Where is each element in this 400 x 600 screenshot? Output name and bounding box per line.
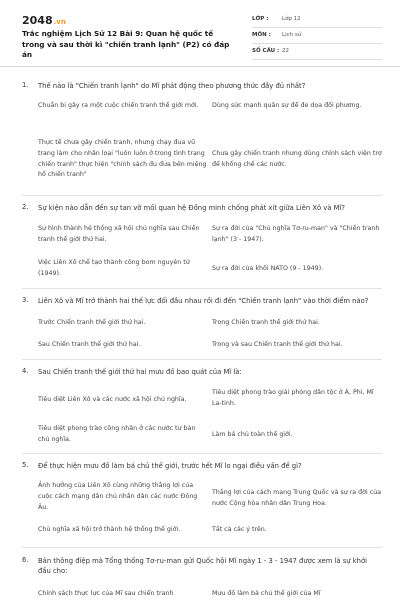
question-number: 3. xyxy=(22,296,29,304)
answer-option-d[interactable]: Tất cả các ý trên. xyxy=(212,526,267,533)
answer-option-a[interactable]: Sự hình thành hệ thống xã hội chủ nghĩa sau Chiến tranh thế giới thứ hai. xyxy=(38,225,200,243)
answer-option-a[interactable]: Chuẩn bị gây ra một cuộc chiến tranh thế giới mới. xyxy=(38,102,199,109)
answer-option-b[interactable]: Sự ra đời của "Chủ nghĩa Tơ-ru-man" và "Chiến tranh lạnh" (3 - 1947). xyxy=(212,225,380,243)
question-text: Sau Chiến tranh thế giới thứ hai mưu đồ bao quát của Mĩ là: xyxy=(38,368,242,376)
question-text: Thế nào là "Chiến tranh lạnh" do Mĩ phát động theo phương thức đầy đủ nhất? xyxy=(38,82,306,90)
meta-value: Lớp 12 xyxy=(282,16,301,22)
answer-option-b[interactable]: Thắng lợi của cách mạng Trung Quốc và sự ra đời của nước Cộng hòa nhân dân Trung Hoa. xyxy=(212,489,382,507)
answer-option-b[interactable]: Mưu đồ làm bá chủ thế giới của Mĩ xyxy=(212,590,321,597)
meta-row-subject xyxy=(252,29,382,44)
question-divider xyxy=(22,453,382,454)
meta-info xyxy=(252,13,382,61)
logo-suffix: .vn xyxy=(53,18,66,26)
meta-key: MÔN : xyxy=(252,32,271,38)
question-divider xyxy=(22,288,382,289)
meta-value: Lịch sử xyxy=(282,32,302,38)
question-number: 1. xyxy=(22,81,29,89)
question-number: 5. xyxy=(22,461,29,469)
question-divider xyxy=(22,547,382,548)
meta-value: 22 xyxy=(282,48,289,54)
header-divider xyxy=(0,66,400,67)
answer-option-a[interactable]: Chính sách thực lực của Mĩ sau chiến tranh xyxy=(38,590,174,597)
answer-option-a[interactable]: Ảnh hưởng của Liên Xô cùng những thắng lợi của cuộc cách mạng dân chủ nhân dân các nước Đông Âu. xyxy=(38,482,198,511)
question-number: 6. xyxy=(22,556,29,564)
answer-option-a[interactable]: Tiêu diệt Liên Xô và các nước xã hội chủ nghĩa. xyxy=(38,396,187,403)
meta-row-class xyxy=(252,13,382,28)
answer-option-c[interactable]: Việc Liên Xô chế tạo thành công bom nguyên tử (1949). xyxy=(38,259,190,277)
question-text: Liên Xô và Mĩ trở thành hai thế lực đối đầu nhau rồi đi đến "Chiến tranh lạnh" vào thời điểm nào? xyxy=(38,297,369,305)
answer-option-b[interactable]: Dùng sức mạnh quân sự để đe dọa đối phương. xyxy=(212,102,362,109)
question-text: Bản thông điệp mà Tổng thống Tơ-ru-man gửi Quốc hội Mĩ ngày 1 - 3 - 1947 được xem là sự khởi đầu cho: xyxy=(38,557,368,575)
meta-key: LỚP : xyxy=(252,16,269,22)
answer-option-c[interactable]: Thực tế chưa gây chiến tranh, nhưng chạy đua vũ trang làm cho nhân loại "luôn luôn ở trong tình trạng chiến tranh" thực hiện "chính sách đu đưa bên miệng hố chiến tranh" xyxy=(38,139,207,179)
answer-option-b[interactable]: Trong Chiến tranh thế giới thứ hai. xyxy=(212,319,320,326)
page-title: Trắc nghiệm Lịch Sử 12 Bài 9: Quan hệ quốc tế trong và sau thời kì "chiến tranh lạnh" (P2) có đáp án xyxy=(22,29,230,59)
page-header xyxy=(0,0,400,70)
answer-option-a[interactable]: Trước Chiến tranh thế giới thứ hai. xyxy=(38,319,146,326)
answer-option-d[interactable]: Sự ra đời của khối NATO (9 - 1949). xyxy=(212,265,324,272)
answer-option-c[interactable]: Tiêu diệt phong trào công nhân ở các nước tư bản chủ nghĩa. xyxy=(38,425,196,443)
meta-key: SỐ CÂU : xyxy=(252,48,280,54)
answer-option-d[interactable]: Trong và sau Chiến tranh thế giới thứ hai. xyxy=(212,341,343,348)
answer-option-d[interactable]: Làm bá chủ toàn thế giới. xyxy=(212,431,293,438)
answer-option-c[interactable]: Chủ nghĩa xã hội trở thành hệ thống thế giới. xyxy=(38,526,181,533)
question-number: 4. xyxy=(22,367,29,375)
question-divider xyxy=(22,359,382,360)
meta-row-count xyxy=(252,45,382,60)
question-divider xyxy=(22,195,382,196)
question-text: Để thực hiện mưu đồ làm bá chủ thế giới, trước hết Mĩ lo ngại điều vấn đề gì? xyxy=(38,462,302,470)
site-logo[interactable] xyxy=(22,14,66,27)
logo-text: 2048 xyxy=(22,14,53,27)
question-number: 2. xyxy=(22,203,29,211)
answer-option-b[interactable]: Tiêu diệt phong trào giải phóng dân tộc ở Á, Phi, Mĩ La-tinh. xyxy=(212,389,374,407)
question-text: Sự kiện nào dẫn đến sự tan vỡ mối quan hệ Đồng minh chống phát xít giữa Liên Xô và Mĩ? xyxy=(38,204,346,212)
answer-option-d[interactable]: Chưa gây chiến tranh nhưng dùng chính sách viện trợ để khống chế các nước. xyxy=(212,150,382,168)
answer-option-c[interactable]: Sau Chiến tranh thế giới thứ hai. xyxy=(38,341,141,348)
